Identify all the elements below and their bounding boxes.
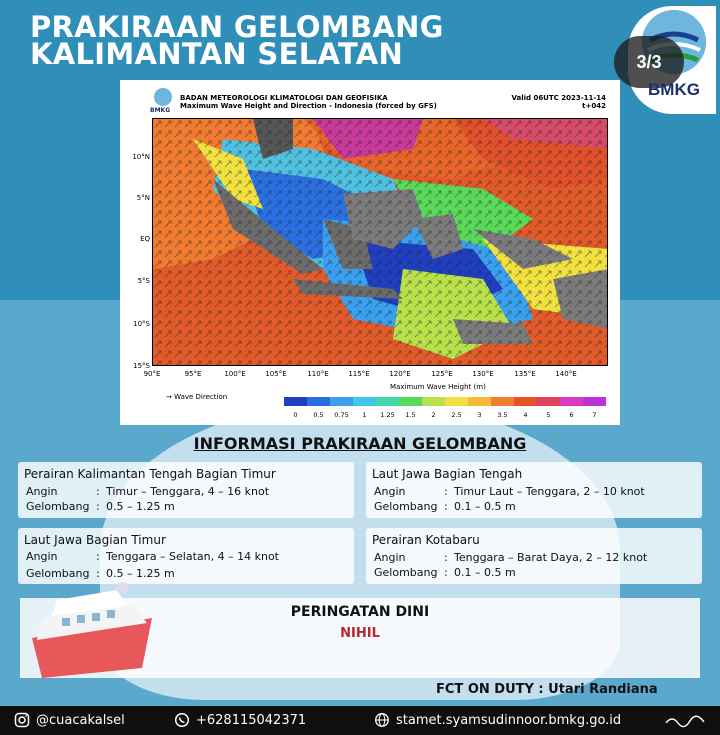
map-subtitle: Maximum Wave Height and Direction - Indonesia (forced by GFS) (180, 102, 437, 110)
lon-label: 125°E (431, 370, 453, 378)
area-name: Perairan Kalimantan Tengah Bagian Timur (24, 467, 276, 481)
colorbar-swatch (307, 397, 330, 406)
colorbar-tick-label: 0.5 (313, 411, 324, 419)
colorbar-swatch (330, 397, 353, 406)
lon-label: 110°E (307, 370, 329, 378)
globe-icon (374, 712, 390, 728)
wave-label: Gelombang (26, 567, 90, 580)
separator: : (96, 567, 100, 580)
footer-bar (0, 706, 720, 735)
colorbar-tick-label: 1.5 (405, 411, 416, 419)
wind-label: Angin (374, 551, 406, 564)
colorbar-swatch (445, 397, 468, 406)
area-card (18, 528, 354, 584)
area-name: Laut Jawa Bagian Tengah (372, 467, 523, 481)
wind-value: Tenggara – Barat Daya, 2 – 12 knot (454, 551, 648, 564)
area-name: Laut Jawa Bagian Timur (24, 533, 166, 547)
wave-value: 0.1 – 0.5 m (454, 500, 516, 513)
colorbar-tick-label: 7 (592, 411, 597, 419)
title-line-1: PRAKIRAAN GELOMBANG (30, 10, 444, 44)
lon-label: 115°E (348, 370, 370, 378)
lon-label: 135°E (514, 370, 536, 378)
website-link[interactable] (374, 712, 621, 728)
colorbar-tick-label: 1.25 (380, 411, 395, 419)
separator: : (444, 500, 448, 513)
wind-label: Angin (26, 550, 58, 563)
page-indicator: 3/3 (614, 36, 684, 88)
instagram-contact[interactable] (14, 712, 125, 728)
title-line-2: KALIMANTAN SELATAN (30, 37, 404, 71)
lon-label: 120°E (389, 370, 411, 378)
whatsapp-icon (174, 712, 190, 728)
separator: : (96, 485, 100, 498)
map-agency: BADAN METEOROLOGI KLIMATOLOGI DAN GEOFISIKA (180, 94, 388, 102)
page-title (30, 10, 444, 71)
map-bmkg-logo-icon (154, 88, 172, 106)
lat-label: 10°N (132, 153, 150, 161)
lon-label: 100°E (224, 370, 246, 378)
lon-label: 140°E (555, 370, 577, 378)
area-card (366, 462, 702, 518)
colorbar-tick-label: 6 (569, 411, 574, 419)
arrow-right-icon: → (166, 393, 172, 401)
colorbar-swatch (422, 397, 445, 406)
map-valid-time: Valid 06UTC 2023-11-14 (511, 94, 606, 102)
colorbar-swatch (514, 397, 537, 406)
lon-label: 130°E (472, 370, 494, 378)
area-card (366, 528, 702, 584)
separator: : (444, 551, 448, 564)
whatsapp-contact[interactable] (174, 712, 306, 728)
colorbar-tick-label: 3 (477, 411, 482, 419)
wind-value: Tenggara – Selatan, 4 – 14 knot (106, 550, 279, 563)
lat-label: 5°N (136, 194, 150, 202)
instagram-icon (14, 712, 30, 728)
colorbar-title: Maximum Wave Height (m) (390, 383, 486, 391)
wind-value: Timur Laut – Tenggara, 2 – 10 knot (454, 485, 645, 498)
wind-value: Timur – Tenggara, 4 – 16 knot (106, 485, 270, 498)
lat-label: 10°S (133, 320, 150, 328)
separator: : (444, 566, 448, 579)
wave-label: Gelombang (374, 566, 438, 579)
colorbar-swatch (491, 397, 514, 406)
area-name: Perairan Kotabaru (372, 533, 480, 547)
colorbar-swatch (376, 397, 399, 406)
colorbar-tick-label: 5 (546, 411, 551, 419)
lat-label: 15°S (133, 362, 150, 370)
colorbar-swatch (399, 397, 422, 406)
colorbar-tick-label: 2 (431, 411, 436, 419)
colorbar-tick-label: 2.5 (451, 411, 462, 419)
wave-label: Gelombang (374, 500, 438, 513)
wind-label: Angin (26, 485, 58, 498)
colorbar-tick-label: 3.5 (497, 411, 508, 419)
forecaster-on-duty: FCT ON DUTY : Utari Randiana (436, 682, 658, 697)
map-logo-text: BMKG (150, 107, 171, 114)
colorbar-swatch (537, 397, 560, 406)
whatsapp-number: +628115042371 (196, 712, 307, 728)
wave-value: 0.5 – 1.25 m (106, 500, 175, 513)
colorbar-swatch (353, 397, 376, 406)
wave-direction-legend (166, 393, 227, 401)
wave-label: Gelombang (26, 500, 90, 513)
separator: : (96, 550, 100, 563)
colorbar-tick-label: 4 (523, 411, 528, 419)
map-lead-time: t+042 (582, 102, 606, 110)
wind-label: Angin (374, 485, 406, 498)
lat-label: 5°S (137, 277, 150, 285)
instagram-handle: @cuacakalsel (36, 712, 125, 728)
wave-map-graphic (153, 119, 608, 366)
website-url: stamet.syamsudinnoor.bmkg.go.id (396, 712, 622, 728)
wave-value: 0.1 – 0.5 m (454, 566, 516, 579)
warning-title: PERINGATAN DINI (290, 604, 430, 620)
colorbar-swatch (560, 397, 583, 406)
lon-label: 105°E (265, 370, 287, 378)
colorbar-tick-label: 1 (362, 411, 367, 419)
colorbar-swatch (583, 397, 606, 406)
colorbar-swatch (284, 397, 307, 406)
wave-map-card (120, 80, 620, 425)
separator: : (96, 500, 100, 513)
colorbar-tick-label: 0 (293, 411, 298, 419)
warning-value: NIHIL (340, 626, 380, 641)
info-title: INFORMASI PRAKIRAAN GELOMBANG (193, 434, 527, 453)
wave-value: 0.5 – 1.25 m (106, 567, 175, 580)
separator: : (444, 485, 448, 498)
bmkg-logo-text: BMKG (648, 80, 700, 99)
lat-label: EQ (140, 235, 150, 243)
wave-direction-label: Wave Direction (174, 393, 228, 401)
colorbar-tick-label: 0.75 (334, 411, 349, 419)
lon-label: 95°E (184, 370, 202, 378)
wave-height-colorbar (284, 397, 606, 406)
signature-logo-icon (664, 713, 708, 729)
lon-label: 90°E (143, 370, 161, 378)
ferry-ship-illustration (22, 578, 162, 688)
area-card (18, 462, 354, 518)
colorbar-swatch (468, 397, 491, 406)
wave-height-map (152, 118, 608, 366)
